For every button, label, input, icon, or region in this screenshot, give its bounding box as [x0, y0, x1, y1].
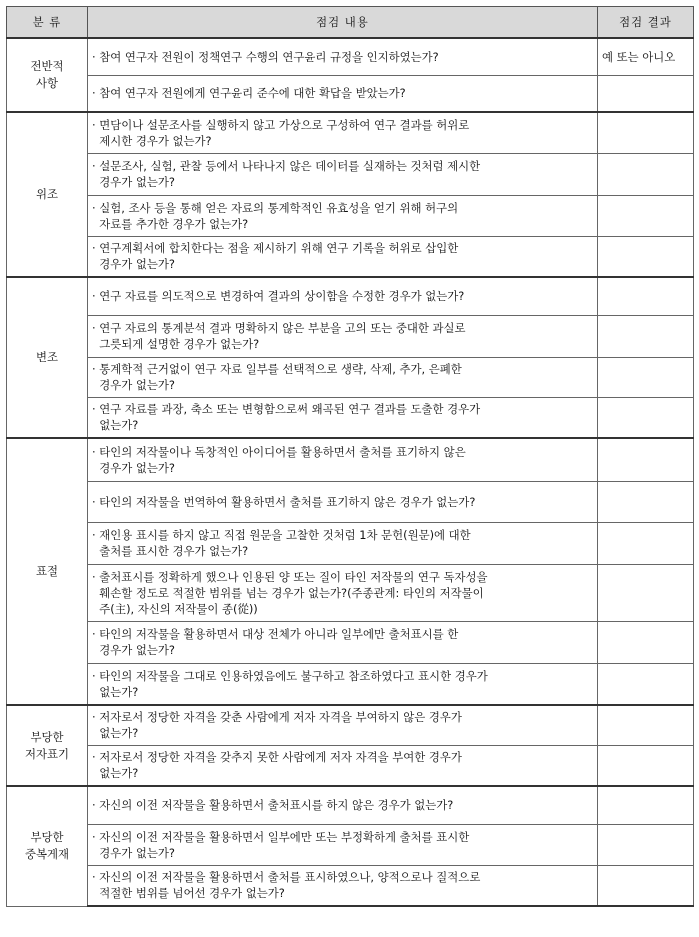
table-row [7, 153, 694, 195]
check-result-cell[interactable] [598, 663, 694, 705]
check-item-text: · 통계학적 근거없이 연구 자료 일부를 선택적으로 생략, 삭제, 추가, 은폐한 경우가 없는가? [88, 357, 598, 397]
check-result-cell[interactable] [598, 621, 694, 663]
check-item-text: · 연구계획서에 합치한다는 점을 제시하기 위해 연구 기록을 허위로 삽입한 경우가 없는가? [88, 236, 598, 277]
check-result-cell[interactable] [598, 112, 694, 153]
table-row [7, 397, 694, 438]
check-item-text: · 연구 자료를 의도적으로 변경하여 결과의 상이함을 수정한 경우가 없는가? [88, 277, 598, 315]
table-row [7, 315, 694, 357]
check-result-cell[interactable] [598, 522, 694, 564]
check-item-text: · 타인의 저작물이나 독창적인 아이디어를 활용하면서 출처를 표기하지 않은 경우가 없는가? [88, 438, 598, 481]
check-item-text: · 실험, 조사 등을 통해 얻은 자료의 통계학적인 유효성을 얻기 위해 허구의 자료를 추가한 경우가 없는가? [88, 195, 598, 236]
category-cell: 전반적 사항 [7, 38, 88, 112]
check-item-text: · 자신의 이전 저작물을 활용하면서 출처표시를 하지 않은 경우가 없는가? [88, 786, 598, 824]
check-result-cell[interactable] [598, 277, 694, 315]
check-item-text: · 참여 연구자 전원에게 연구윤리 준수에 대한 확답을 받았는가? [88, 75, 598, 112]
check-result-cell[interactable] [598, 786, 694, 824]
table-row [7, 705, 694, 745]
table-row [7, 522, 694, 564]
check-result-cell[interactable] [598, 865, 694, 906]
table-row [7, 621, 694, 663]
table-row [7, 112, 694, 153]
check-result-cell[interactable] [598, 397, 694, 438]
table-row [7, 824, 694, 865]
check-item-text: · 재인용 표시를 하지 않고 직접 원문을 고찰한 것처럼 1차 문헌(원문)에 대한 출처를 표시한 경우가 없는가? [88, 522, 598, 564]
check-item-text: · 저자로서 정당한 자격을 갖춘 사람에게 저자 자격을 부여하지 않은 경우가 없는가? [88, 705, 598, 745]
check-result-cell[interactable]: 예 또는 아니오 [598, 38, 694, 75]
check-result-cell[interactable] [598, 745, 694, 786]
check-item-text: · 저자로서 정당한 자격을 갖추지 못한 사람에게 저자 자격을 부여한 경우가 없는가? [88, 745, 598, 786]
check-result-cell[interactable] [598, 75, 694, 112]
header-result: 점검 결과 [598, 7, 694, 39]
check-item-text: · 타인의 저작물을 번역하여 활용하면서 출처를 표기하지 않은 경우가 없는가? [88, 481, 598, 522]
checklist-table [6, 6, 694, 907]
check-item-text: · 연구 자료를 과장, 축소 또는 변형함으로써 왜곡된 연구 결과를 도출한 경우가 없는가? [88, 397, 598, 438]
table-row [7, 357, 694, 397]
check-item-text: · 자신의 이전 저작물을 활용하면서 출처를 표시하였으나, 양적으로나 질적으로 적절한 범위를 넘어선 경우가 없는가? [88, 865, 598, 906]
check-result-cell[interactable] [598, 438, 694, 481]
header-content: 점검 내용 [88, 7, 598, 39]
check-item-text: · 설문조사, 실험, 관찰 등에서 나타나지 않은 데이터를 실재하는 것처럼 제시한 경우가 없는가? [88, 153, 598, 195]
table-row [7, 865, 694, 906]
check-result-cell[interactable] [598, 153, 694, 195]
header-row [7, 7, 694, 39]
check-item-text: · 자신의 이전 저작물을 활용하면서 일부에만 또는 부정확하게 출처를 표시한 경우가 없는가? [88, 824, 598, 865]
table-row [7, 438, 694, 481]
check-result-cell[interactable] [598, 824, 694, 865]
check-item-text: · 참여 연구자 전원이 정책연구 수행의 연구윤리 규정을 인지하였는가? [88, 38, 598, 75]
check-item-text: · 출처표시를 정확하게 했으나 인용된 양 또는 질이 타인 저작물의 연구 독자성을 훼손할 정도로 적절한 범위를 넘는 경우가 없는가?(주종관계: 타인의 저작물이 주(主), 자신의 저작물이 종(從)) [88, 564, 598, 621]
header-category: 분 류 [7, 7, 88, 39]
table-row [7, 75, 694, 112]
table-row [7, 481, 694, 522]
table-row [7, 745, 694, 786]
check-result-cell[interactable] [598, 481, 694, 522]
table-row [7, 277, 694, 315]
category-cell: 부당한 저자표기 [7, 705, 88, 786]
table-row [7, 564, 694, 621]
check-result-cell[interactable] [598, 315, 694, 357]
check-result-cell[interactable] [598, 236, 694, 277]
check-item-text: · 타인의 저작물을 활용하면서 대상 전체가 아니라 일부에만 출처표시를 한 경우가 없는가? [88, 621, 598, 663]
category-cell: 위조 [7, 112, 88, 277]
table-row [7, 236, 694, 277]
check-item-text: · 면담이나 설문조사를 실행하지 않고 가상으로 구성하여 연구 결과를 허위로 제시한 경우가 없는가? [88, 112, 598, 153]
category-cell: 부당한 중복게재 [7, 786, 88, 906]
check-item-text: · 타인의 저작물을 그대로 인용하였음에도 불구하고 참조하였다고 표시한 경우가 없는가? [88, 663, 598, 705]
checklist-body [7, 38, 694, 906]
table-row [7, 663, 694, 705]
check-result-cell[interactable] [598, 705, 694, 745]
check-item-text: · 연구 자료의 통계분석 결과 명확하지 않은 부분을 고의 또는 중대한 과실로 그릇되게 설명한 경우가 없는가? [88, 315, 598, 357]
category-cell: 변조 [7, 277, 88, 438]
check-result-cell[interactable] [598, 357, 694, 397]
category-cell: 표절 [7, 438, 88, 705]
table-row [7, 195, 694, 236]
table-row [7, 786, 694, 824]
table-row [7, 38, 694, 75]
check-result-cell[interactable] [598, 564, 694, 621]
check-result-cell[interactable] [598, 195, 694, 236]
